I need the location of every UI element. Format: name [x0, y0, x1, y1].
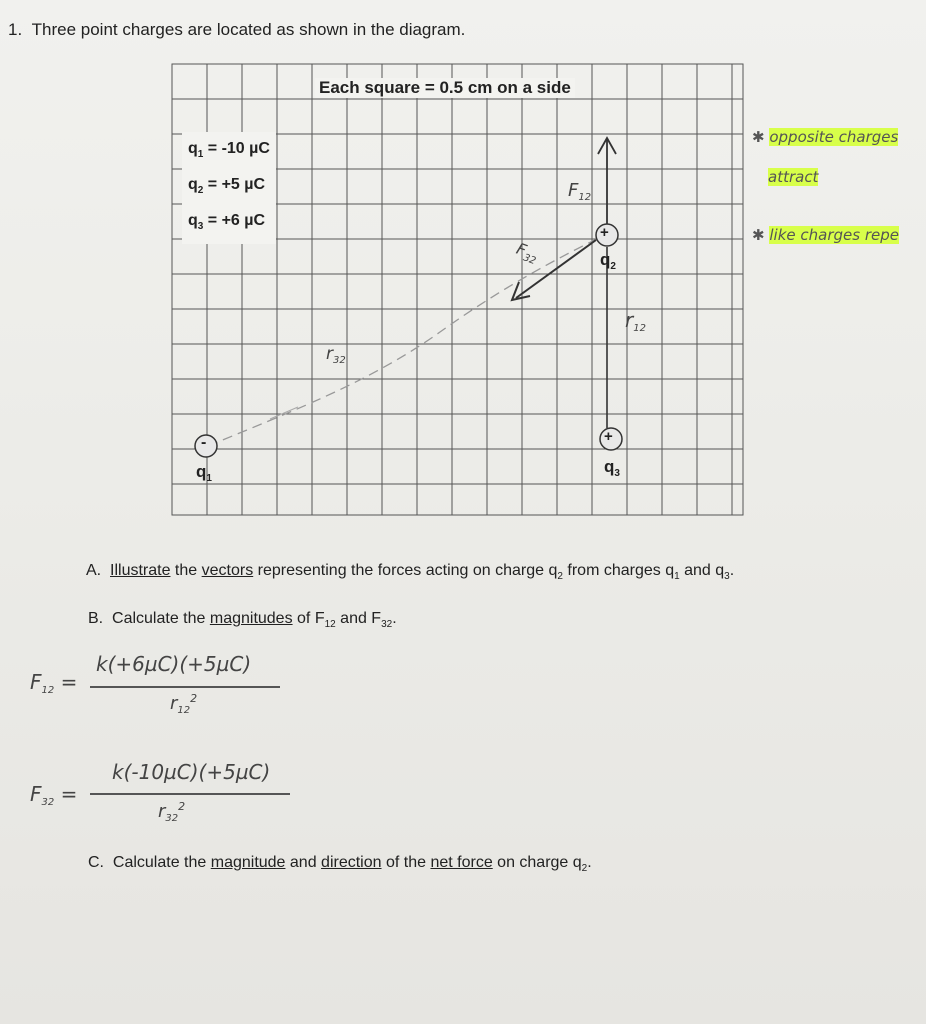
note-opposite-charges: ✱ opposite charges: [752, 128, 899, 146]
part-b: B. Calculate the magnitudes of $F_{12}$ and $F_{32}$.: [88, 610, 397, 630]
f12-formula-numerator: k(+6µC)(+5µC): [96, 652, 252, 676]
q1-label: $q_1$: [196, 462, 212, 484]
q2-sign: +: [600, 224, 609, 241]
star-icon: ✱: [752, 226, 765, 244]
part-c: C. Calculate the magnitude and direction of the net force on charge $q_2$.: [88, 854, 592, 874]
charge-q3-value: $q_3 = +6$ µC: [188, 212, 266, 232]
f32-formula-denominator: $r_{32}^2$: [158, 800, 186, 824]
f12-fraction-bar: [90, 686, 280, 688]
note-like-charges: ✱ like charges repe: [752, 226, 899, 244]
charge-values: [182, 132, 276, 244]
charge-q2-value: $q_2 = +5$ µC: [188, 176, 266, 196]
note-attract: attract: [768, 168, 819, 186]
q3-label: $q_3$: [604, 457, 620, 479]
problem-statement: [8, 20, 465, 40]
pencil-arrow: [270, 407, 298, 419]
f32-fraction-bar: [90, 793, 290, 795]
q2-label: $q_2$: [600, 250, 616, 272]
f32-formula-numerator: k(-10µC)(+5µC): [112, 760, 271, 784]
grid-lines: [170, 62, 745, 517]
f12-handwritten-label: $F_{12}$: [568, 180, 592, 203]
r12-handwritten-label: $r_{12}$: [625, 308, 646, 334]
f12-formula-lhs: $F_{12}$ =: [30, 670, 78, 696]
star-icon: ✱: [752, 128, 765, 146]
part-a: A. Illustrate the vectors representing the forces acting on charge $q_2$ from charges $q_1$ and $q_3$.: [86, 562, 735, 582]
grid-caption: Each square = 0.5 cm on a side: [315, 78, 575, 98]
q1-sign: -: [201, 434, 207, 451]
r32-handwritten-label: $r_{32}$: [326, 344, 346, 366]
f32-formula-lhs: $F_{32}$ =: [30, 782, 78, 808]
charge-q1-value: $q_1 = -10$ µC: [188, 140, 270, 160]
q3-sign: +: [604, 428, 613, 445]
problem-number: 1.: [8, 20, 23, 39]
f12-formula-denominator: $r_{12}^2$: [170, 692, 198, 716]
charge-diagram: [170, 62, 745, 517]
f32-handwritten-label: $F_{32}$: [513, 238, 538, 268]
problem-text: Three point charges are located as shown in the diagram.: [31, 20, 466, 39]
